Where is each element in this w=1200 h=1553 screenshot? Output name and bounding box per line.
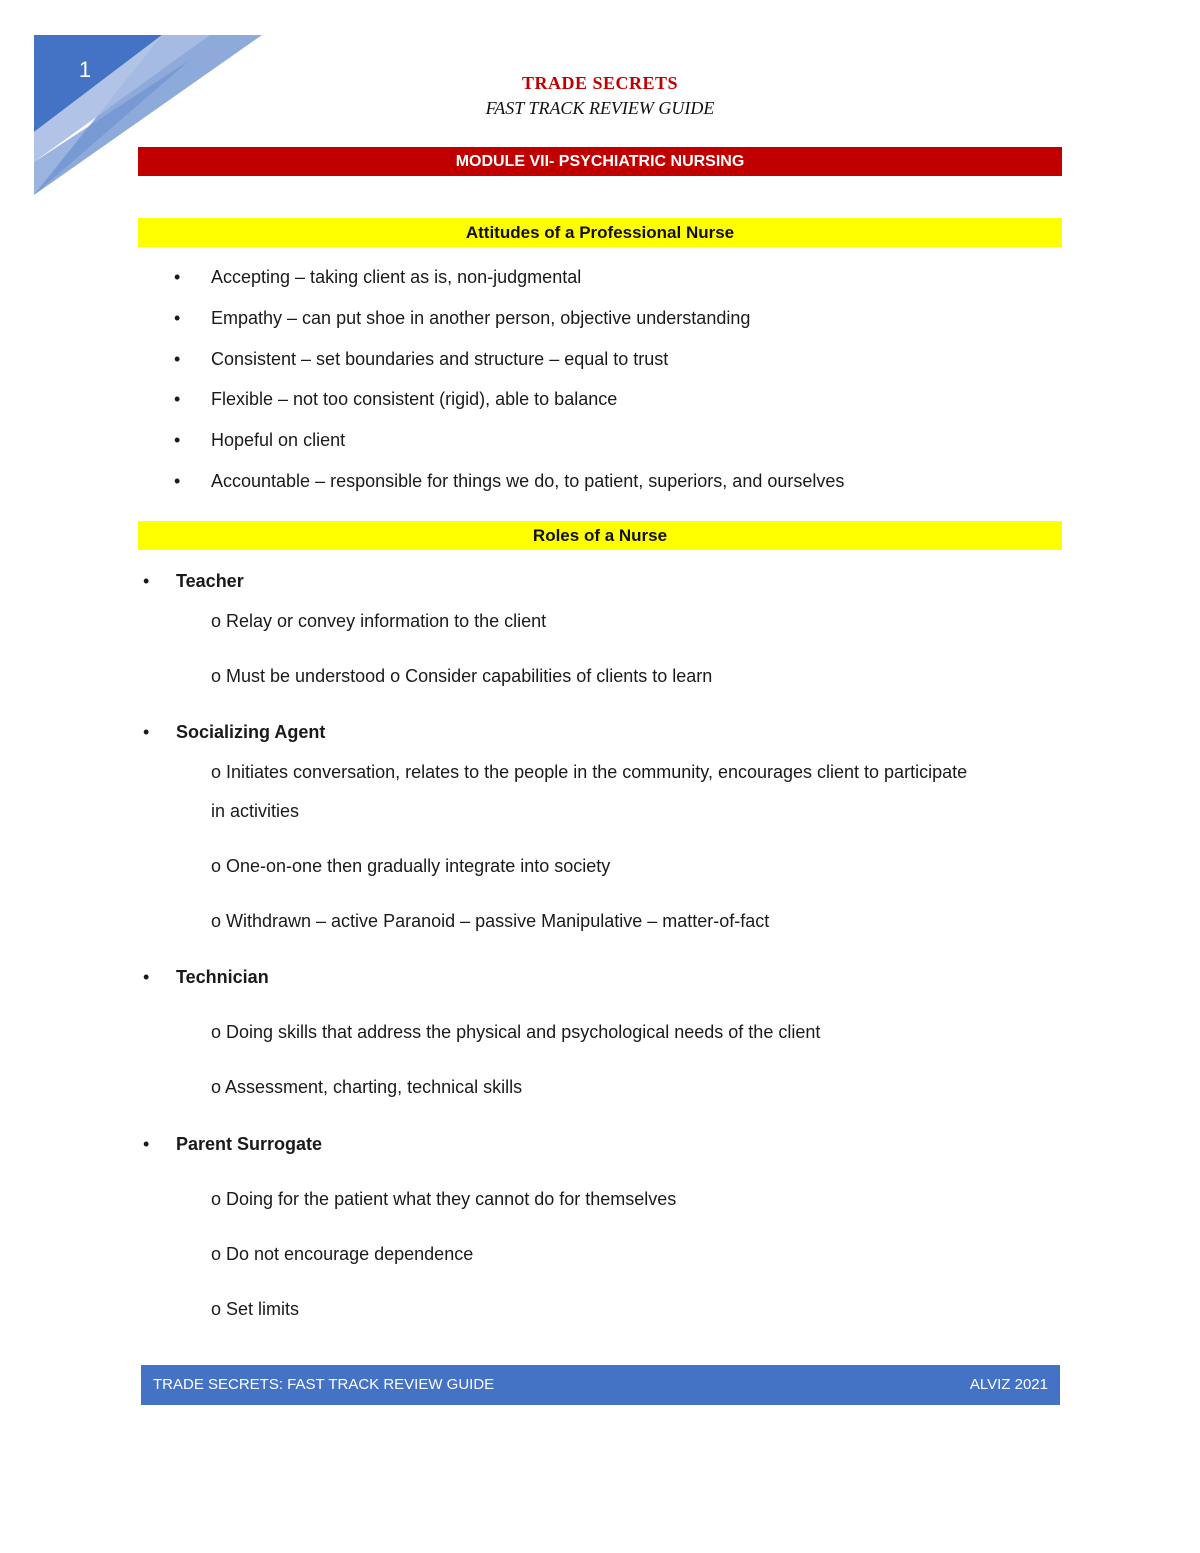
footer-author: ALVIZ 2021 <box>969 1376 1048 1393</box>
bullet: • <box>174 471 181 491</box>
role-title-parent-surrogate: Parent Surrogate <box>176 1134 323 1154</box>
role-point: o Assessment, charting, technical skills <box>211 1077 523 1097</box>
list-item: Accountable – responsible for things we do, to patient, superiors, and ourselves <box>211 471 845 491</box>
header-title: TRADE SECRETS <box>521 73 679 93</box>
bullet: • <box>174 267 181 287</box>
page-footer <box>141 1365 1060 1405</box>
role-point: o Set limits <box>211 1299 300 1319</box>
bullet: • <box>174 349 181 369</box>
role-point: o Do not encourage dependence <box>211 1244 474 1264</box>
list-item: Consistent – set boundaries and structure – equal to trust <box>211 349 669 369</box>
roles-heading: Roles of a Nurse <box>138 521 1062 550</box>
role-point: o Must be understood o Consider capabilities of clients to learn <box>211 666 713 686</box>
bullet: • <box>143 571 150 591</box>
list-item: Flexible – not too consistent (rigid), able to balance <box>211 389 618 409</box>
list-item: Hopeful on client <box>211 430 346 450</box>
role-point: o Relay or convey information to the client <box>211 611 547 631</box>
list-item: Accepting – taking client as is, non-judgmental <box>211 267 582 287</box>
page-number: 1 <box>78 57 92 82</box>
role-point: o One-on-one then gradually integrate into society <box>211 856 611 876</box>
bullet: • <box>174 430 181 450</box>
role-point: o Doing skills that address the physical and psychological needs of the client <box>211 1022 821 1042</box>
role-point: o Initiates conversation, relates to the people in the community, encourages client to participate <box>211 762 968 782</box>
bullet: • <box>174 308 181 328</box>
role-point: in activities <box>211 801 300 821</box>
role-title-teacher: Teacher <box>176 571 244 591</box>
bullet: • <box>143 722 150 742</box>
bullet: • <box>143 967 150 987</box>
list-item: Empathy – can put shoe in another person, objective understanding <box>211 308 751 328</box>
role-title-socializing-agent: Socializing Agent <box>176 722 326 742</box>
header-subtitle: FAST TRACK REVIEW GUIDE <box>485 98 715 118</box>
attitudes-heading: Attitudes of a Professional Nurse <box>138 218 1062 247</box>
role-point: o Withdrawn – active Paranoid – passive Manipulative – matter-of-fact <box>211 911 770 931</box>
module-title: MODULE VII- PSYCHIATRIC NURSING <box>138 147 1062 176</box>
role-point: o Doing for the patient what they cannot do for themselves <box>211 1189 677 1209</box>
bullet: • <box>143 1134 150 1154</box>
footer-title: TRADE SECRETS: FAST TRACK REVIEW GUIDE <box>153 1376 495 1393</box>
role-title-technician: Technician <box>176 967 269 987</box>
bullet: • <box>174 389 181 409</box>
